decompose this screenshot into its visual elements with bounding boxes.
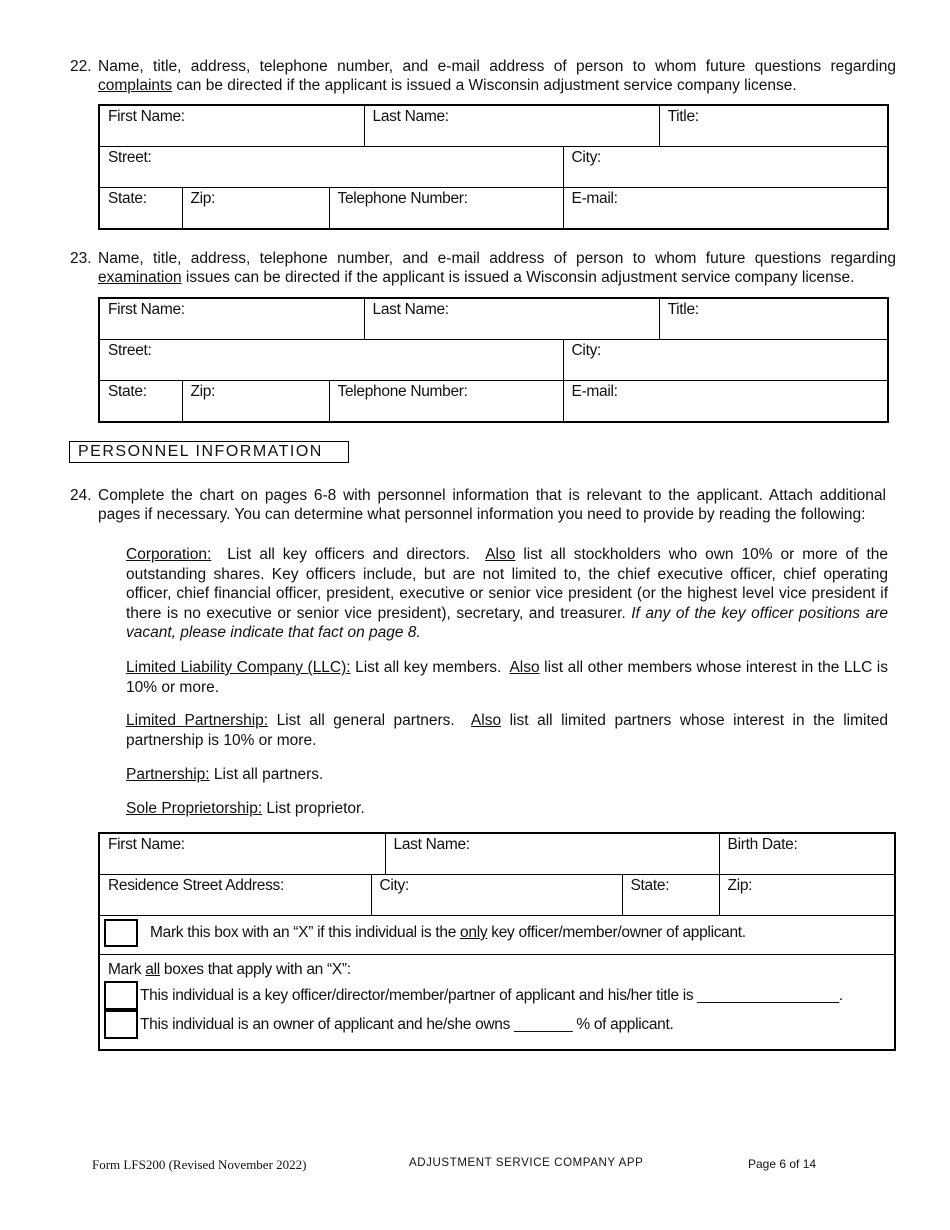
state-field[interactable]: State: xyxy=(99,381,182,423)
question-text: Name, title, address, telephone number, and e-mail address of person to whom future questions regarding xyxy=(98,250,896,267)
entity-text: List all partners. xyxy=(209,766,324,783)
also-word: Also xyxy=(485,546,516,563)
question-22 xyxy=(70,57,896,95)
first-name-field[interactable]: First Name: xyxy=(99,298,364,340)
owner-label: This individual is an owner of applicant and he/she owns _______ % of applicant. xyxy=(140,1015,674,1033)
city-field[interactable]: City: xyxy=(371,875,622,916)
question-underlined: examination xyxy=(98,269,182,286)
llc-paragraph xyxy=(126,658,888,697)
key-officer-label: This individual is a key officer/director/member/partner of applicant and his/her title is _________________. xyxy=(140,986,843,1004)
entity-text: list all limited partners whose interest in the limited partnership is 10% or more. xyxy=(126,712,888,749)
title-field[interactable]: Title: xyxy=(659,105,888,147)
only-owner-row xyxy=(99,916,895,955)
entity-label: Limited Liability Company (LLC): xyxy=(126,659,351,676)
only-owner-checkbox[interactable] xyxy=(104,919,138,947)
zip-field[interactable]: Zip: xyxy=(719,875,895,916)
footer-form-id: Form LFS200 (Revised November 2022) xyxy=(92,1157,307,1172)
lp-paragraph xyxy=(126,711,888,750)
first-name-field[interactable]: First Name: xyxy=(99,105,364,147)
sole-proprietorship-paragraph xyxy=(126,799,888,819)
question-text-end: can be directed if the applicant is issued a Wisconsin adjustment service company license. xyxy=(172,77,797,94)
last-name-field[interactable]: Last Name: xyxy=(364,298,659,340)
entity-text: list all other members whose interest in the LLC is 10% or more. xyxy=(126,659,888,696)
mark-text-end: boxes that apply with an “X”: xyxy=(159,961,351,978)
key-officer-checkbox[interactable] xyxy=(104,981,138,1010)
mark-all-instruction xyxy=(104,961,890,979)
street-field[interactable]: Street: xyxy=(99,340,563,381)
question-text-end: issues can be directed if the applicant is issued a Wisconsin adjustment service company license. xyxy=(181,269,855,286)
birth-date-field[interactable]: Birth Date: xyxy=(719,833,895,875)
entity-label: Partnership: xyxy=(126,766,210,783)
zip-field[interactable]: Zip: xyxy=(182,188,329,230)
contact-table-complaints xyxy=(98,104,889,230)
entity-label: Sole Proprietorship: xyxy=(126,800,263,817)
question-text: Name, title, address, telephone number, and e-mail address of person to whom future questions regarding xyxy=(98,58,896,75)
question-number: 23. xyxy=(70,250,92,267)
question-underlined: complaints xyxy=(98,77,173,94)
last-name-field[interactable]: Last Name: xyxy=(385,833,719,875)
mark-all-row xyxy=(99,955,895,1051)
footer-page-number: Page 6 of 14 xyxy=(748,1157,817,1171)
all-word: all xyxy=(145,961,160,978)
also-word: Also xyxy=(509,659,540,676)
only-owner-text-end: key officer/member/owner of applicant. xyxy=(487,924,746,941)
entity-text: list all stockholders who own 10% or more of the outstanding shares. Key officers include, but are not limited to, the chief executive officer, chief operating officer, chief financial officer, president, executive or senior vice president (or the highest level vice president if there is no executive or senior vice president), secretary, and treasurer. xyxy=(126,546,888,622)
personnel-table xyxy=(98,832,896,1051)
partnership-paragraph xyxy=(126,765,888,785)
mark-text: Mark xyxy=(108,961,146,978)
footer-title: ADJUSTMENT SERVICE COMPANY APP xyxy=(409,1157,644,1169)
state-field[interactable]: State: xyxy=(99,188,182,230)
entity-text: List all key officers and directors. xyxy=(211,546,486,563)
telephone-field[interactable]: Telephone Number: xyxy=(329,381,563,423)
only-owner-label xyxy=(150,924,746,941)
residence-address-field[interactable]: Residence Street Address: xyxy=(99,875,371,916)
first-name-field[interactable]: First Name: xyxy=(99,833,385,875)
city-field[interactable]: City: xyxy=(563,147,888,188)
question-24 xyxy=(70,486,886,524)
street-field[interactable]: Street: xyxy=(99,147,563,188)
city-field[interactable]: City: xyxy=(563,340,888,381)
question-number: 22. xyxy=(70,58,92,75)
last-name-field[interactable]: Last Name: xyxy=(364,105,659,147)
owner-option xyxy=(104,1010,890,1039)
question-text: Complete the chart on pages 6-8 with personnel information that is relevant to the applicant. Attach additional pages if necessary. You can determine what personnel information you need to provide by reading the following: xyxy=(98,487,886,523)
entity-label: Limited Partnership: xyxy=(126,712,269,729)
telephone-field[interactable]: Telephone Number: xyxy=(329,188,563,230)
state-field[interactable]: State: xyxy=(622,875,719,916)
zip-field[interactable]: Zip: xyxy=(182,381,329,423)
question-number: 24. xyxy=(70,487,92,504)
email-field[interactable]: E-mail: xyxy=(563,188,888,230)
entity-italic-note: If any of the key officer positions are vacant, please indicate that fact on page 8. xyxy=(126,604,888,641)
entity-text: List proprietor. xyxy=(262,800,365,817)
title-field[interactable]: Title: xyxy=(659,298,888,340)
entity-label: Corporation: xyxy=(126,546,212,563)
entity-text: List all general partners. xyxy=(268,712,471,729)
only-word: only xyxy=(460,924,488,941)
email-field[interactable]: E-mail: xyxy=(563,381,888,423)
contact-table-examination xyxy=(98,297,889,423)
also-word: Also xyxy=(470,712,502,729)
question-23 xyxy=(70,249,896,287)
section-heading: PERSONNEL INFORMATION xyxy=(69,441,349,463)
owner-checkbox[interactable] xyxy=(104,1010,138,1039)
corporation-paragraph xyxy=(126,545,888,643)
entity-text: List all key members. xyxy=(350,659,510,676)
officer-option xyxy=(104,981,890,1010)
only-owner-text: Mark this box with an “X” if this individual is the xyxy=(150,924,461,941)
